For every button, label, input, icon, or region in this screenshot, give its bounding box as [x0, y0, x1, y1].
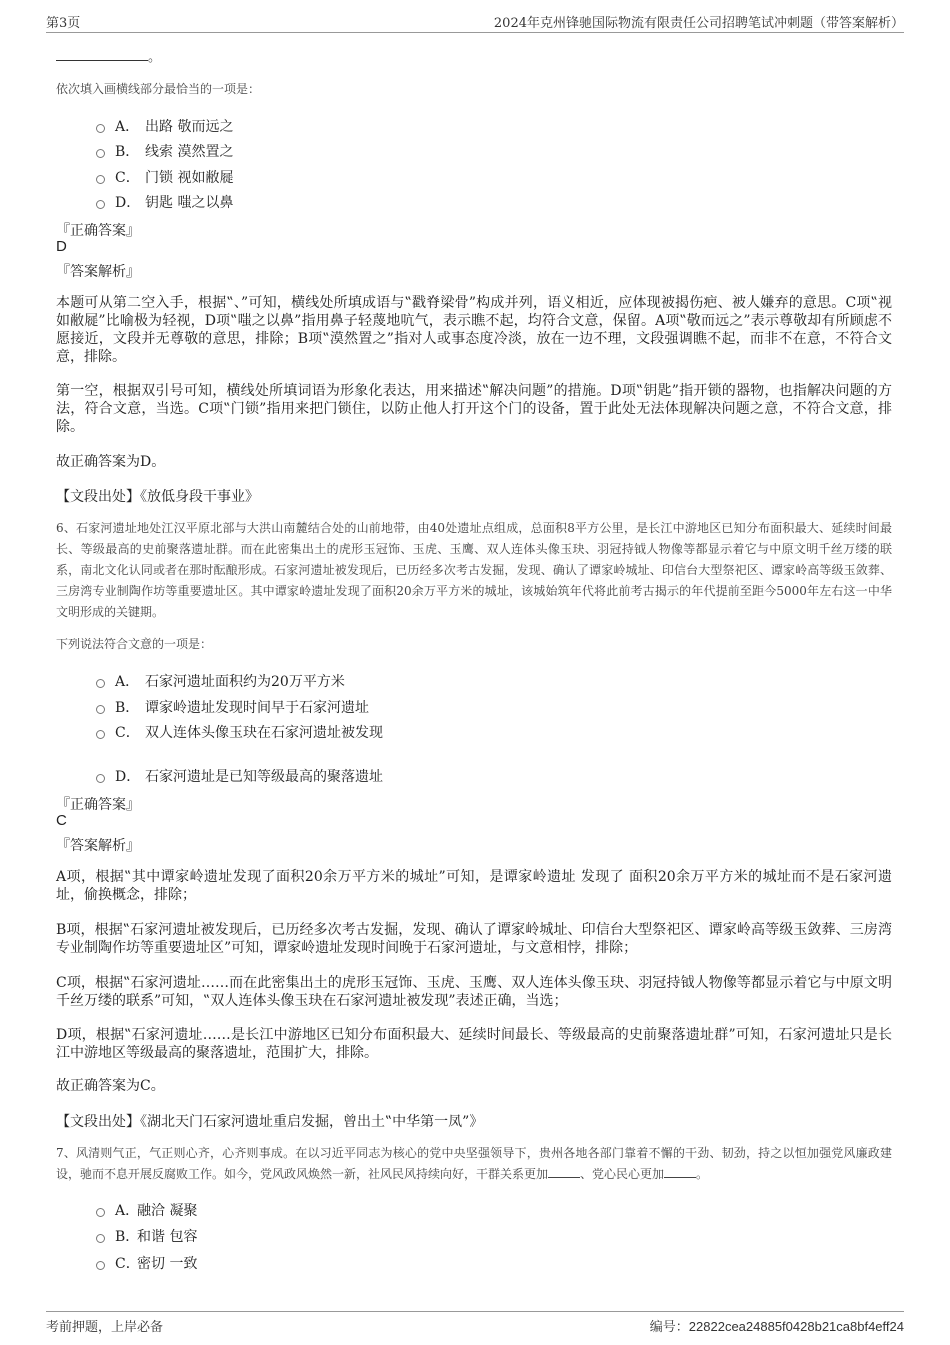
- radio-icon[interactable]: [96, 705, 105, 714]
- fill-blank-line: [664, 1165, 696, 1178]
- q6-option-b[interactable]: B． 谭家岭遗址发现时间早于石家河遗址: [96, 697, 369, 717]
- radio-icon[interactable]: [96, 149, 105, 158]
- footer-slogan: 考前押题，上岸必备: [46, 1320, 164, 1335]
- q5-option-b[interactable]: B． 线索 漠然置之: [96, 141, 233, 161]
- radio-icon[interactable]: [96, 679, 105, 688]
- q6-conclusion: 故正确答案为C。: [56, 1078, 165, 1094]
- page-footer: [46, 1311, 904, 1335]
- q5-analysis-label: 『答案解析』: [56, 264, 140, 280]
- q5-option-d[interactable]: D． 钥匙 嗤之以鼻: [96, 192, 233, 212]
- q7-question-text: 7、风清则气正，气正则心齐，心齐则事成。在以习近平同志为核心的党中央坚强领导下，贵州各地各部门靠着不懈的干劲、韧劲，持之以恒加强党风廉政建设，驰而不息开展反腐败工作。如今，党风政风焕然一新，社风民风持续向好，干群关系更加 、党心民心更加 。: [56, 1146, 892, 1181]
- q6-option-d[interactable]: D． 石家河遗址是已知等级最高的聚落遗址: [96, 766, 383, 786]
- q6-analysis-paragraph: C项，根据‟石家河遗址……而在此密集出土的虎形玉冠饰、玉虎、玉鹰、双人连体头像玉玦、羽冠持钺人物像等都显示着它与中原文明千丝万缕的联系”可知，‟双人连体头像玉玦在石家河遗址被发现”表述正确，当选；: [56, 975, 892, 1009]
- q5-source: 【文段出处】《放低身段干事业》: [56, 489, 259, 505]
- q5-prompt: 依次填入画横线部分最恰当的一项是：: [56, 82, 261, 96]
- document-code: 编号：22822cea24885f0428b21ca8bf4eff24: [649, 1319, 904, 1335]
- radio-icon[interactable]: [96, 774, 105, 783]
- radio-icon[interactable]: [96, 1261, 105, 1270]
- document-title: 2024年克州锋驰国际物流有限责任公司招聘笔试冲刺题（带答案解析）: [493, 16, 904, 31]
- q6-option-c[interactable]: C． 双人连体头像玉玦在石家河遗址被发现: [96, 722, 383, 742]
- q6-option-a[interactable]: A． 石家河遗址面积约为20万平方米: [96, 671, 345, 691]
- radio-icon[interactable]: [96, 175, 105, 184]
- radio-icon[interactable]: [96, 1208, 105, 1217]
- q6-analysis-label: 『答案解析』: [56, 838, 140, 854]
- q5-conclusion: 故正确答案为D。: [56, 454, 166, 470]
- radio-icon[interactable]: [96, 124, 105, 133]
- q7-option-b[interactable]: B． 和谐 包容: [96, 1226, 197, 1246]
- page-number: 第3页: [46, 16, 81, 31]
- q6-analysis-paragraph: B项，根据‟石家河遗址被发现后，已历经多次考古发掘，发现、确认了谭家岭城址、印信台大型祭祀区、谭家岭高等级玉敛葬、三房湾专业制陶作坊等重要遗址区”可知，谭家岭遗址发现时间晚于石家河遗址，与文意相悖，排除；: [56, 922, 892, 956]
- continuation-blank: 。: [56, 46, 161, 65]
- radio-icon[interactable]: [96, 200, 105, 209]
- q6-analysis-paragraph: A项，根据‟其中谭家岭遗址发现了面积20余万平方米的城址”可知，是谭家岭遗址 发现了 面积20余万平方米的城址而不是石家河遗址，偷换概念，排除；: [56, 869, 892, 903]
- q7-option-c[interactable]: C． 密切 一致: [96, 1253, 197, 1273]
- q5-answer-label: 『正确答案』: [56, 223, 140, 239]
- q5-answer: D: [56, 238, 67, 255]
- radio-icon[interactable]: [96, 730, 105, 739]
- q6-source: 【文段出处】《湖北天门石家河遗址重启发掘，曾出土‟中华第一凤”》: [56, 1114, 484, 1130]
- page-header: [46, 12, 904, 33]
- q5-option-a[interactable]: A． 出路 敬而远之: [96, 116, 233, 136]
- q6-analysis-paragraph: D项，根据‟石家河遗址……是长江中游地区已知分布面积最大、延续时间最长、等级最高的史前聚落遗址群”可知，石家河遗址只是长江中游地区等级最高的聚落遗址，范围扩大，排除。: [56, 1027, 892, 1061]
- q6-prompt: 下列说法符合文意的一项是：: [56, 637, 213, 651]
- q6-answer: C: [56, 812, 67, 829]
- q6-question-text: 6、石家河遗址地处江汉平原北部与大洪山南麓结合处的山前地带，由40处遗址点组成，总面积8平方公里，是长江中游地区已知分布面积最大、延续时间最长、等级最高的史前聚落遗址群。而在此密集出土的虎形玉冠饰、玉虎、玉鹰、双人连体头像玉玦、羽冠持钺人物像等都显示着它与中原文明千丝万缕的联系，南北文化认同或者在那时酝酿形成。石家河遗址被发现后，已历经多次考古发掘，发现、确认了谭家岭城址、印信台大型祭祀区、谭家岭高等级玉敛葬、三房湾专业制陶作坊等重要遗址区。其中谭家岭遗址发现了面积20余万平方米的城址，该城始筑年代将此前考古揭示的年代提前至距今5000年左右这一中华文明形成的关键期。: [56, 521, 892, 619]
- q5-analysis-paragraph: 第一空，根据双引号可知，横线处所填词语为形象化表达，用来描述‟解决问题”的措施。D项‟钥匙”指开锁的器物，也指解决问题的方法，符合文意，当选。C项‟门锁”指用来把门锁住，以防止他人打开这个门的设备，置于此处无法体现解决问题之意，不符合文意，排除。: [56, 383, 892, 435]
- fill-blank-line: [548, 1165, 580, 1178]
- q5-analysis-paragraph: 本题可从第二空入手，根据‟、”可知，横线处所填成语与‟戳脊梁骨”构成并列，语义相近，应体现被揭伤疤、被人嫌弃的意思。C项‟视如敝屣”比喻极为轻视，D项‟嗤之以鼻”指用鼻子轻蔑地吭气，表示瞧不起，均符合文意，保留。A项‟敬而远之”表示尊敬却有所顾虑不愿接近，文段并无尊敬的意思，排除；B项‟漠然置之”指对人或事态度冷淡，放在一边不理，文段强调瞧不起，而非不在意，不符合文意，排除。: [56, 295, 892, 365]
- q5-option-c[interactable]: C． 门锁 视如敝屣: [96, 167, 233, 187]
- q7-option-a[interactable]: A． 融洽 凝聚: [96, 1200, 197, 1220]
- q6-answer-label: 『正确答案』: [56, 797, 140, 813]
- fill-blank-line: [56, 49, 148, 61]
- radio-icon[interactable]: [96, 1234, 105, 1243]
